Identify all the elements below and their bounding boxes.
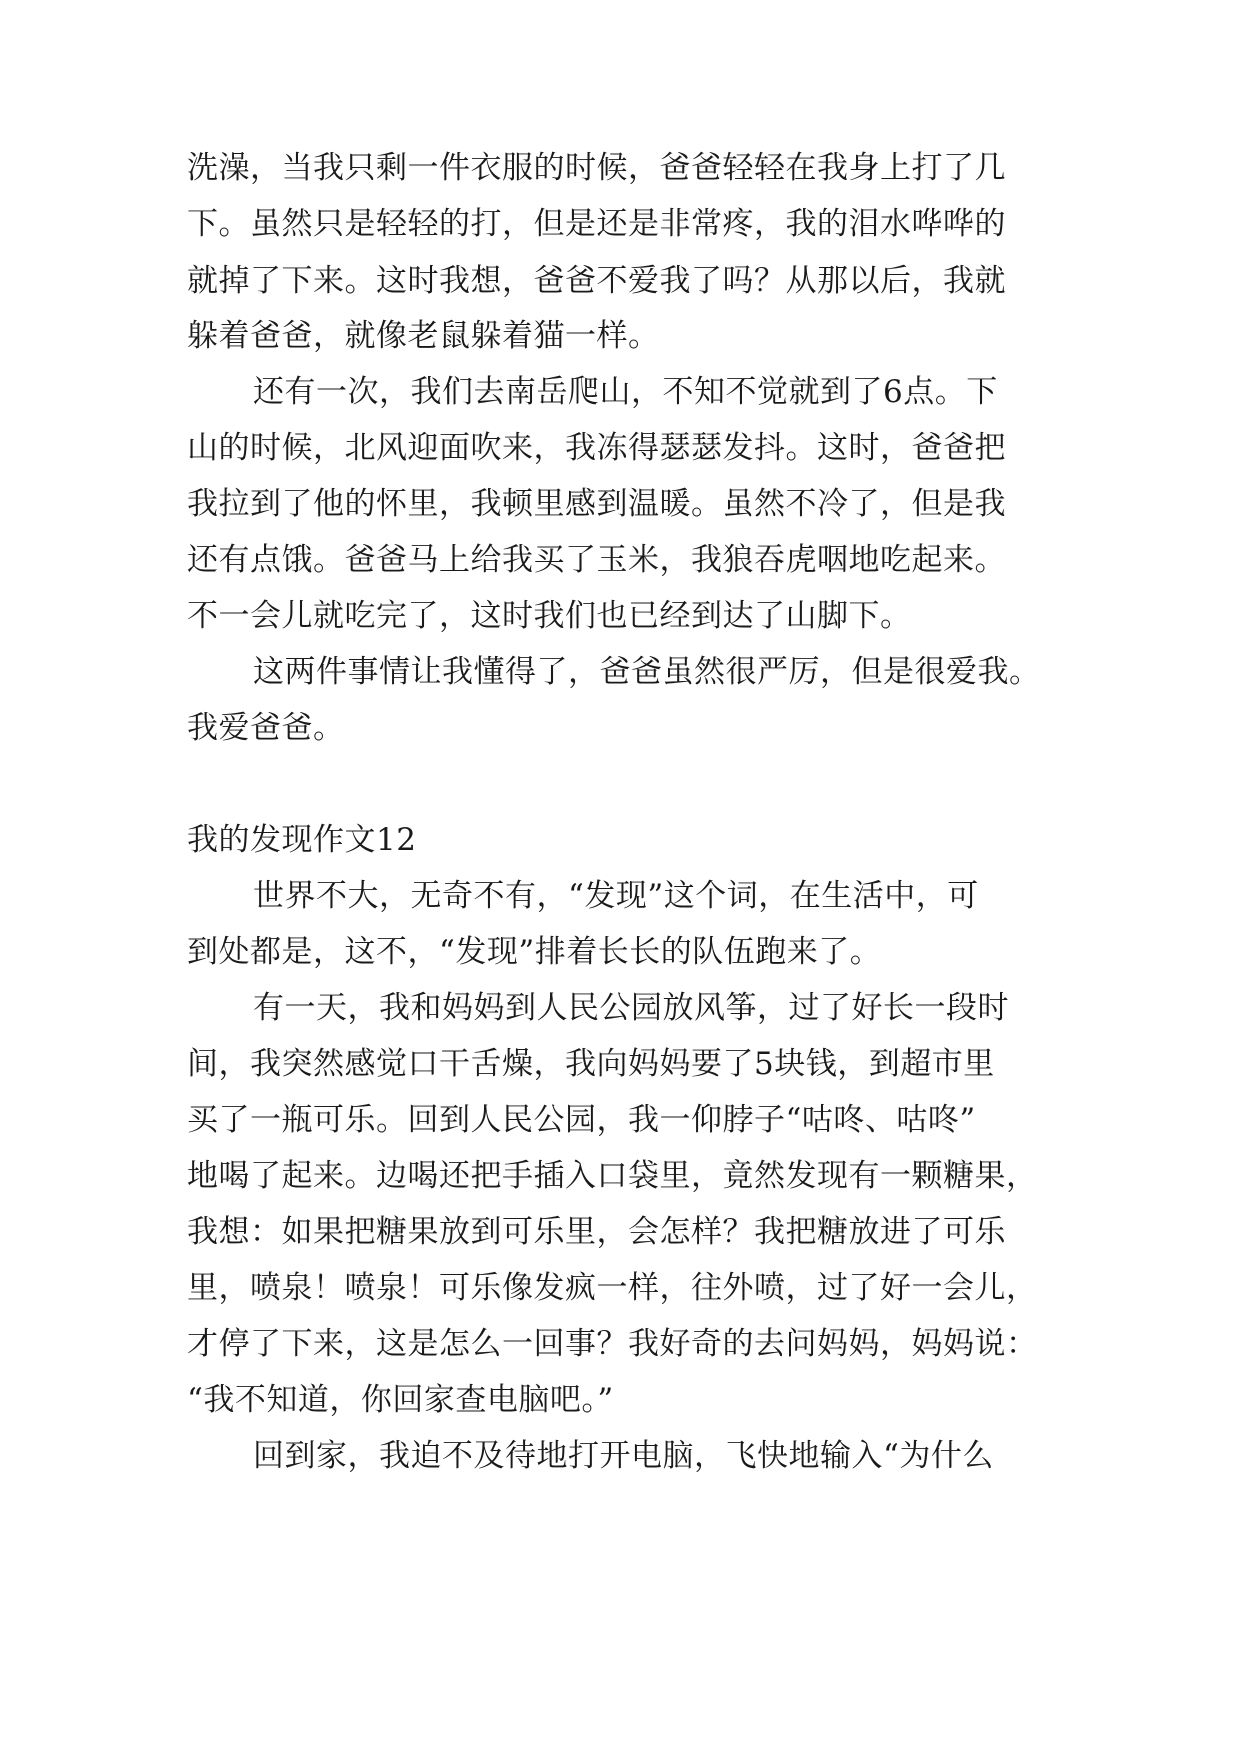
text-line: 到处都是，这不，“发现”排着长长的队伍跑来了。 [187, 934, 882, 970]
text-line: 我拉到了他的怀里，我顿里感到温暖。虽然不冷了，但是我 [187, 486, 1006, 522]
paragraph-first-line: 回到家，我迫不及待地打开电脑，飞快地输入“为什么 [253, 1438, 994, 1474]
paragraph-first-line: 世界不大，无奇不有，“发现”这个词，在生活中，可 [253, 878, 979, 914]
text-line: 就掉了下来。这时我想，爸爸不爱我了吗？从那以后，我就 [187, 263, 1006, 299]
text-line: 才停了下来，这是怎么一回事？我好奇的去问妈妈，妈妈说： [187, 1326, 1038, 1362]
text-line: 山的时候，北风迎面吹来，我冻得瑟瑟发抖。这时，爸爸把 [187, 430, 1006, 466]
text-line: 我爱爸爸。 [187, 710, 345, 746]
text-line: 不一会儿就吃完了，这时我们也已经到达了山脚下。 [187, 598, 912, 634]
text-line: 下。虽然只是轻轻的打，但是还是非常疼，我的泪水哗哗的 [187, 206, 1006, 242]
text-line: 买了一瓶可乐。回到人民公园，我一仰脖子“咕咚、咕咚” [187, 1102, 976, 1138]
paragraph-first-line: 还有一次，我们去南岳爬山，不知不觉就到了6点。下 [253, 374, 998, 410]
paragraph-first-line: 有一天，我和妈妈到人民公园放风筝，过了好长一段时 [253, 990, 1009, 1026]
text-line: 躲着爸爸，就像老鼠躲着猫一样。 [187, 318, 660, 354]
text-line: 我想：如果把糖果放到可乐里，会怎样？我把糖放进了可乐 [187, 1214, 1006, 1250]
section-title: 我的发现作文12 [187, 822, 417, 858]
paragraph-first-line: 这两件事情让我懂得了，爸爸虽然很严厉，但是很爱我。 [253, 654, 1041, 690]
text-line: 地喝了起来。边喝还把手插入口袋里，竟然发现有一颗糖果， [187, 1158, 1038, 1194]
text-line: 里，喷泉！喷泉！可乐像发疯一样，往外喷，过了好一会儿， [187, 1270, 1038, 1306]
text-line: 还有点饿。爸爸马上给我买了玉米，我狼吞虎咽地吃起来。 [187, 542, 1006, 578]
text-line: 间，我突然感觉口干舌燥，我向妈妈要了5块钱，到超市里 [187, 1046, 995, 1082]
text-line: 洗澡，当我只剩一件衣服的时候，爸爸轻轻在我身上打了几 [187, 150, 1006, 186]
text-line: “我不知道，你回家查电脑吧。” [187, 1382, 614, 1418]
